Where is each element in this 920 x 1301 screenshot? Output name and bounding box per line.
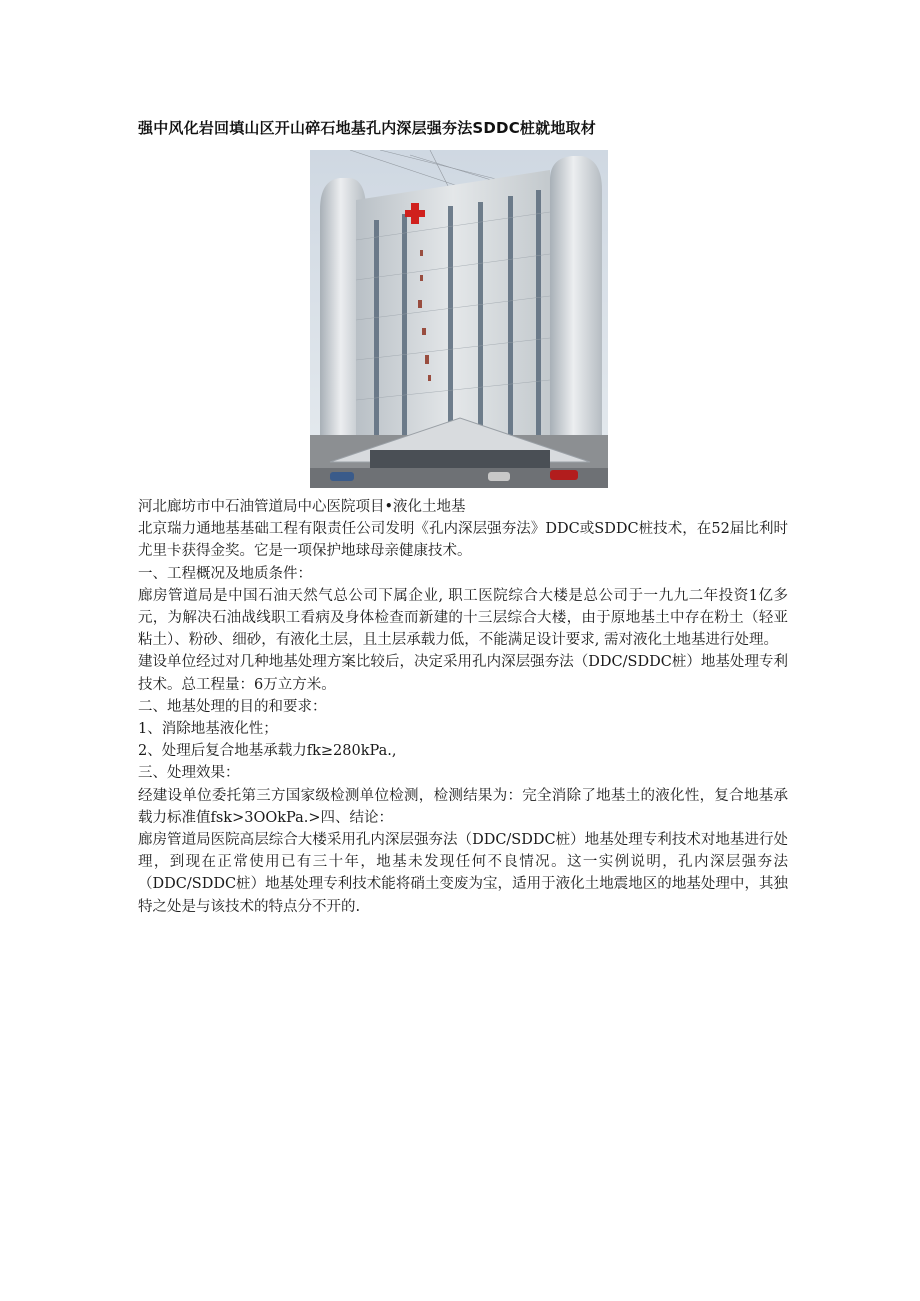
document-body xyxy=(138,496,788,918)
section-heading: 二、地基处理的目的和要求： xyxy=(138,698,327,715)
paragraph: 北京瑞力通地基基础工程有限责任公司发明《孔内深层强夯法》DDC或SDDC桩技术，在52届比利时尤里卡获得金奖。它是一项保护地球母亲健康技术。 xyxy=(138,521,788,560)
hospital-building-photo xyxy=(310,150,608,488)
paragraph: 廊房管道局是中国石油天然气总公司下属企业, 职工医院综合大楼是总公司于一九九二年投资1亿多元，为解决石油战线职工看病及身体检查而新建的十三层综合大楼，由于原地基土中存在粉土（轻亚粘土）、粉砂、细砂，有液化土层，且土层承载力低，不能满足设计要求, 需对液化土地基进行处理。 xyxy=(138,587,788,649)
paragraph: 廊房管道局医院高层综合大楼采用孔内深层强夯法（DDC/SDDC桩）地基处理专利技术对地基进行处理，到现在正常使用已有三十年，地基未发现任何不良情况。这一实例说明，孔内深层强夯法（DDC/SDDC桩）地基处理专利技术能将硝土变废为宝，适用于液化土地震地区的地基处理中，其独特之处是与该技术的特点分不开的. xyxy=(138,832,788,915)
paragraph: 河北廊坊市中石油管道局中心医院项目•液化土地基 xyxy=(138,499,466,515)
list-item: 2、处理后复合地基承载力fk≥280kPa., xyxy=(138,743,397,760)
list-item: 1、消除地基液化性； xyxy=(138,721,278,738)
paragraph: 经建设单位委托第三方国家级检测单位检测，检测结果为：完全消除了地基土的液化性，复合地基承载力标准值fsk>3OOkPa.>四、结论： xyxy=(138,787,788,826)
document-title: 强中风化岩回填山区开山碎石地基孔内深层强夯法SDDC桩就地取材 xyxy=(138,119,596,137)
paragraph: 建设单位经过对几种地基处理方案比较后，决定采用孔内深层强夯法（DDC/SDDC桩）地基处理专利技术。总工程量：6万立方米。 xyxy=(138,654,788,693)
section-heading: 一、工程概况及地质条件： xyxy=(138,565,312,582)
section-heading: 三、处理效果： xyxy=(138,765,240,782)
